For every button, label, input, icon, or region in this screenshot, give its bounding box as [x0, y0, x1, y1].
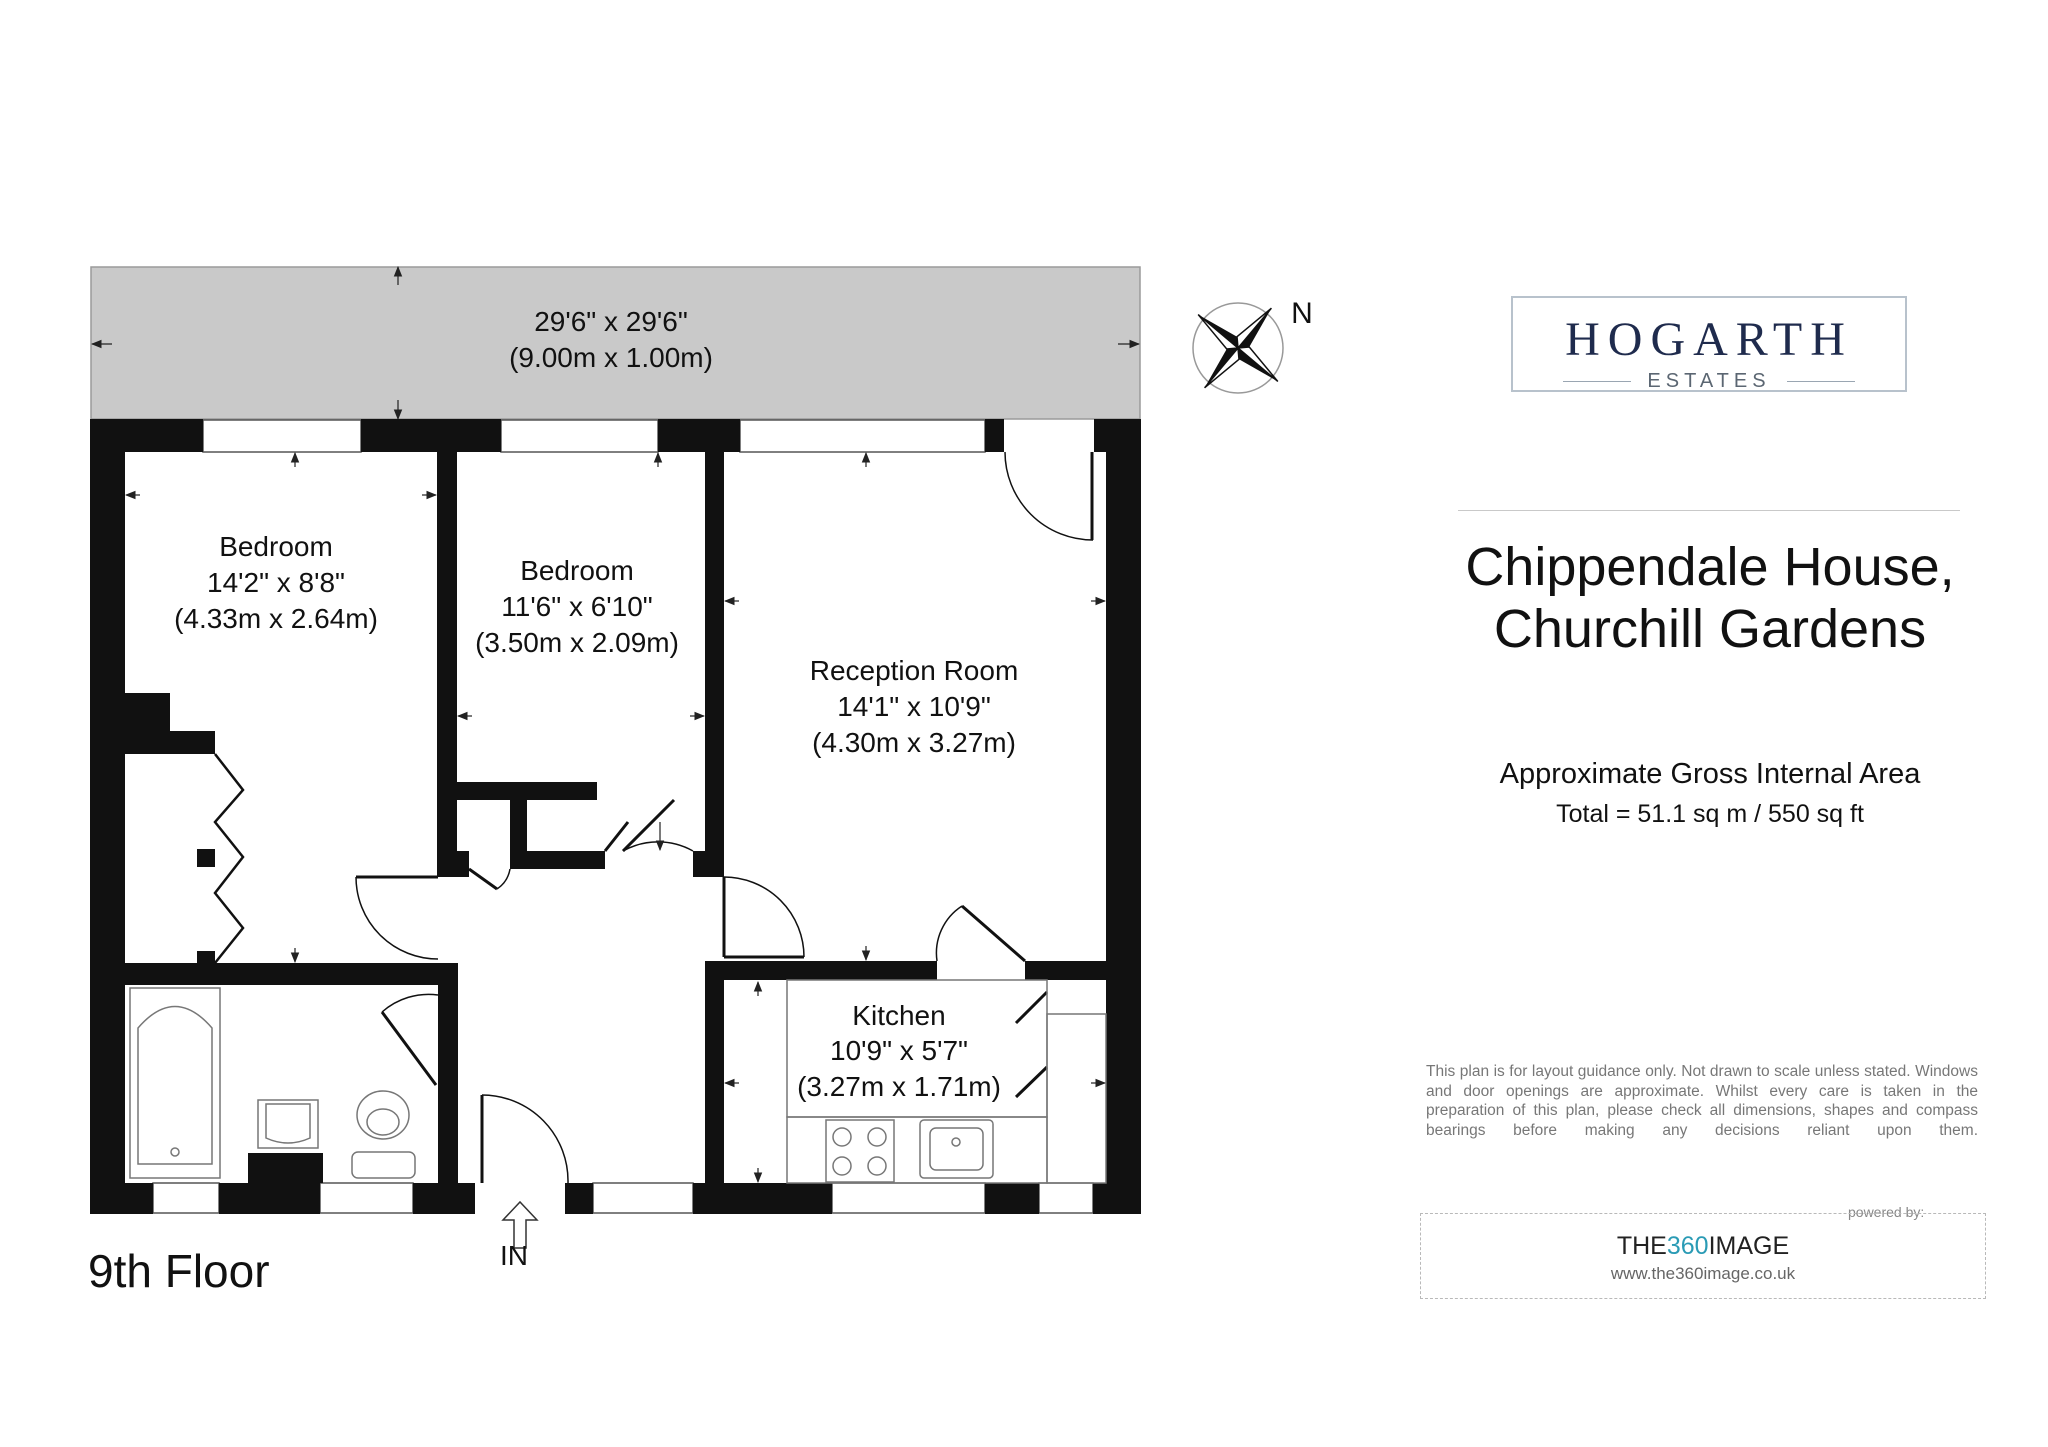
hogarth-logo	[1511, 296, 1907, 392]
room-metric-kitchen: (3.27m x 1.71m)	[797, 1071, 1001, 1102]
area-label: Approximate Gross Internal Area	[1499, 758, 1921, 790]
room-name-kitchen: Kitchen	[852, 1000, 946, 1031]
brand-subtitle: ESTATES	[1647, 370, 1771, 392]
area-total: Total = 51.1 sq m / 550 sq ft	[1556, 800, 1864, 828]
the360image-credit	[1420, 1213, 1986, 1299]
room-metric-bedroom-1: (4.33m x 2.64m)	[174, 603, 378, 634]
brand-name: HOGARTH	[1565, 313, 1853, 366]
basin	[258, 1100, 318, 1148]
hob	[826, 1120, 894, 1182]
toilet	[352, 1091, 415, 1178]
room-metric-bedroom-2: (3.50m x 2.09m)	[475, 627, 679, 658]
bathtub	[130, 988, 220, 1178]
room-name-reception: Reception Room	[809, 655, 1019, 686]
credit-url: www.the360image.co.uk	[1610, 1264, 1796, 1283]
room-name-bedroom-2: Bedroom	[520, 555, 634, 586]
divider	[1458, 510, 1960, 511]
compass-icon	[1165, 275, 1312, 422]
balcony-imperial: 29'6" x 29'6"	[534, 306, 688, 337]
room-imperial-kitchen: 10'9" x 5'7"	[830, 1035, 968, 1066]
floor-label: 9th Floor	[88, 1245, 270, 1297]
room-metric-reception: (4.30m x 3.27m)	[812, 727, 1016, 758]
disclaimer: This plan is for layout guidance only. Not drawn to scale unless stated. Windows and door openings are approximate. Whilst every care is taken in the preparation of this plan, please check all dimensions, shapes and compass bearings before making any decisions reliant upon them.	[1426, 1063, 1978, 1139]
room-imperial-bedroom-1: 14'2" x 8'8"	[207, 567, 345, 598]
property-title-line1: Chippendale House,	[1465, 537, 1955, 597]
entrance-label: IN	[500, 1240, 528, 1271]
credit-name: THE360IMAGE	[1616, 1232, 1790, 1260]
powered-by-label: powered by:	[1848, 1204, 1925, 1220]
kitchen-sink	[920, 1120, 993, 1178]
room-imperial-reception: 14'1" x 10'9"	[837, 691, 991, 722]
compass-north-label: N	[1291, 297, 1313, 330]
balcony-metric: (9.00m x 1.00m)	[509, 342, 713, 373]
room-imperial-bedroom-2: 11'6" x 6'10"	[501, 591, 653, 622]
property-title-line2: Churchill Gardens	[1493, 599, 1927, 659]
bathroom-cabinet	[248, 1153, 323, 1183]
wardrobe-doors	[215, 754, 243, 963]
room-name-bedroom-1: Bedroom	[219, 531, 333, 562]
